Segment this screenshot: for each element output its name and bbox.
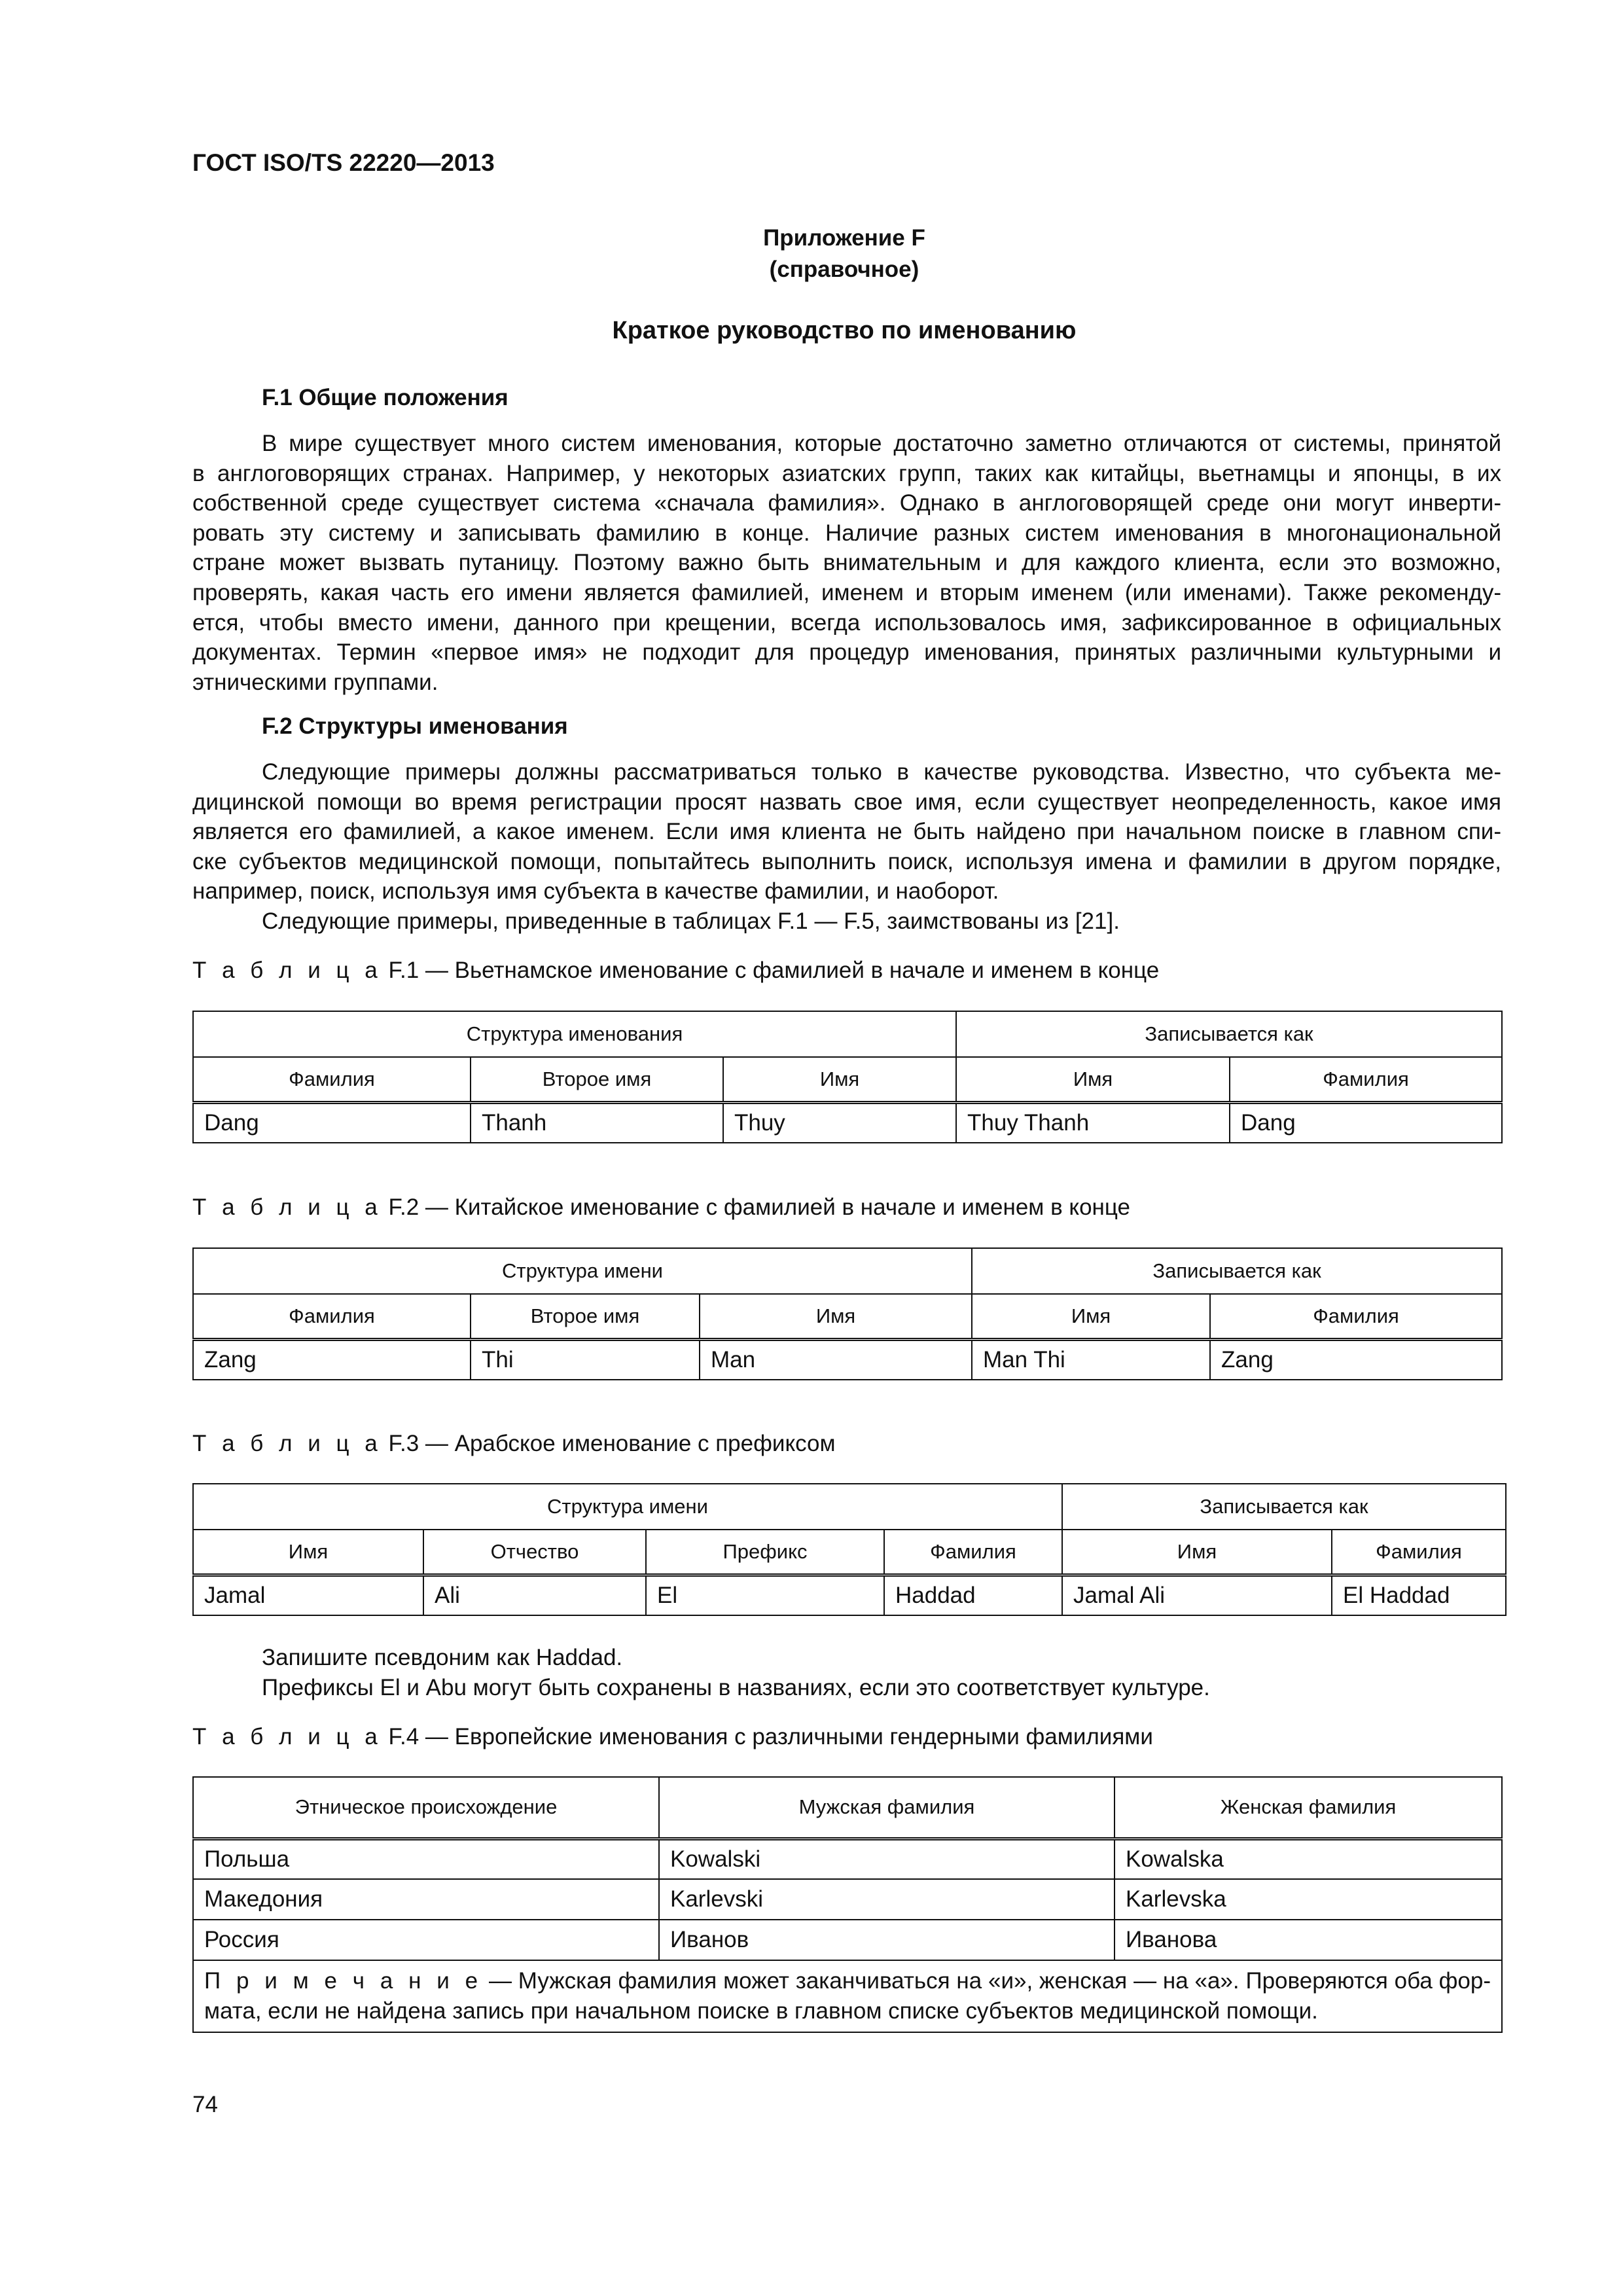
table-cell: Zang (193, 1340, 471, 1380)
note-text (262, 1643, 1210, 1703)
page-number: 74 (192, 2092, 218, 2117)
table-row (193, 1920, 1502, 1960)
table-cell: Thi (471, 1340, 700, 1380)
paragraph-line: Следующие примеры, приведенные в таблицах F.1 — F.5, заимствованы из [21]. (262, 908, 1120, 934)
table-header-cell: Имя (1062, 1530, 1332, 1575)
annex-heading (0, 223, 1623, 285)
table-cell: Man Thi (972, 1340, 1210, 1380)
table-cell: Zang (1210, 1340, 1502, 1380)
table-cell: El (646, 1575, 884, 1616)
table-row (193, 1879, 1502, 1920)
section-heading-f2: F.2 Структуры именования (262, 713, 568, 739)
table-cell: Dang (1230, 1103, 1502, 1143)
caption-text: F.2 — Китайское именование с фамилией в начале и именем в конце (388, 1194, 1131, 1220)
paragraph-line: собственной среде существует система «сначала фамилия». Однако в англоговорящей среде они могут инверти- (192, 490, 1501, 516)
paragraph-line: стране может вызвать путаницу. Поэтому важно быть внимательным и для каждого клиента, если это возможно, (192, 550, 1501, 576)
caption-prefix: Т а б л и ц а (192, 1431, 382, 1456)
table-f1 (192, 1011, 1503, 1143)
table-f3 (192, 1483, 1507, 1616)
note-line: Префиксы El и Abu могут быть сохранены в названиях, если это соответствует культуре. (262, 1675, 1210, 1700)
note-line: мата, если не найдена запись при начальном поиске в главном списке субъектов медицинской помощи. (204, 1998, 1318, 2024)
table-header-cell: Имя (723, 1057, 956, 1103)
table-group-header: Структура имени (193, 1248, 972, 1294)
table-cell: Dang (193, 1103, 471, 1143)
caption-text: F.4 — Европейские именования с различными гендерными фамилиями (388, 1724, 1153, 1749)
table-caption-f4 (192, 1724, 1153, 1750)
table-cell: Man (700, 1340, 972, 1380)
table-row (193, 1340, 1502, 1380)
table-cell: Иванова (1115, 1920, 1502, 1960)
paragraph-line: ровать эту систему и записывать фамилию в конце. Наличие разных систем именования в многонациональной (192, 520, 1501, 546)
paragraph-line: в англоговорящих странах. Например, у некоторых азиатских групп, таких как китайцы, вьетнамцы и японцы, в их (192, 460, 1501, 486)
paragraph-line: является его фамилией, а какое именем. Если имя клиента не быть найдено при начальном поиске в главном спи- (192, 819, 1501, 845)
note-prefix: П р и м е ч а н и е (204, 1967, 483, 1994)
table-cell: El Haddad (1332, 1575, 1506, 1616)
table-caption-f1 (192, 958, 1159, 984)
table-header-cell: Фамилия (884, 1530, 1062, 1575)
caption-prefix: Т а б л и ц а (192, 958, 382, 983)
annex-subtitle: (справочное) (769, 257, 919, 282)
table-cell: Македония (193, 1879, 659, 1920)
table-group-header: Записывается как (972, 1248, 1502, 1294)
main-title: Краткое руководство по именованию (612, 317, 1077, 344)
table-header-cell: Фамилия (1230, 1057, 1502, 1103)
paragraph-line: ске субъектов медицинской помощи, попытайтесь выполнить поиск, используя имена и фамилии в другом порядке, (192, 848, 1501, 874)
paragraph-line: этническими группами. (192, 669, 438, 695)
table-header-cell: Фамилия (193, 1057, 471, 1103)
paragraph-line: дицинской помощи во время регистрации просят назвать свое имя, если существует неопределенность, какое имя (192, 789, 1501, 815)
caption-text: F.1 — Вьетнамское именование с фамилией в начале и именем в конце (388, 958, 1160, 983)
section-heading-f1: F.1 Общие положения (262, 385, 508, 410)
table-cell: Kowalski (659, 1839, 1115, 1879)
note-line: Запишите псевдоним как Haddad. (262, 1645, 623, 1670)
table-note-row (193, 1960, 1502, 2032)
table-header-cell: Имя (700, 1294, 972, 1340)
annex-title: Приложение F (763, 225, 925, 251)
table-cell: Thanh (471, 1103, 723, 1143)
table-cell: Jamal Ali (1062, 1575, 1332, 1616)
table-group-header: Структура имени (193, 1484, 1062, 1530)
caption-prefix: Т а б л и ц а (192, 1724, 382, 1749)
table-row (193, 1575, 1506, 1616)
caption-text: F.3 — Арабское именование с префиксом (388, 1431, 836, 1456)
table-row (193, 1103, 1502, 1143)
table-header-cell: Имя (972, 1294, 1210, 1340)
paragraph-line: документах. Термин «первое имя» не подходит для процедур именования, принятых различными культурными и (192, 639, 1501, 666)
table-header-cell: Фамилия (193, 1294, 471, 1340)
table-cell: Польша (193, 1839, 659, 1879)
table-header-cell: Отчество (423, 1530, 646, 1575)
table-header-cell: Фамилия (1210, 1294, 1502, 1340)
table-header-cell: Префикс (646, 1530, 884, 1575)
paragraph-line: ется, чтобы вместо имени, данного при крещении, всегда использовалось имя, зафиксированное в официальных (192, 609, 1501, 636)
table-header-cell: Имя (956, 1057, 1230, 1103)
table-cell: Ali (423, 1575, 646, 1616)
table-header-cell: Фамилия (1332, 1530, 1506, 1575)
section-f1-paragraph (192, 429, 1501, 697)
table-row (193, 1839, 1502, 1879)
table-caption-f2 (192, 1194, 1130, 1221)
table-cell: Иванов (659, 1920, 1115, 1960)
table-group-header: Записывается как (956, 1011, 1502, 1057)
note-line: — Мужская фамилия может заканчиваться на «и», женская — на «а». Проверяются оба фор- (482, 1967, 1491, 1994)
table-cell: Haddad (884, 1575, 1062, 1616)
table-caption-f3 (192, 1431, 836, 1457)
table-cell: Karlevska (1115, 1879, 1502, 1920)
table-cell: Thuy (723, 1103, 956, 1143)
table-cell: Thuy Thanh (956, 1103, 1230, 1143)
caption-prefix: Т а б л и ц а (192, 1194, 382, 1220)
table-group-header: Структура именования (193, 1011, 956, 1057)
table-cell: Россия (193, 1920, 659, 1960)
paragraph-line: проверять, какая часть его имени является фамилией, именем и вторым именем (или именами). Также рекоменду- (192, 579, 1501, 605)
section-f2-paragraph (192, 757, 1501, 937)
table-cell: Kowalska (1115, 1839, 1502, 1879)
table-f4 (192, 1776, 1503, 2033)
paragraph-line: В мире существует много систем именования, которые достаточно заметно отличаются от системы, принятой (262, 431, 1501, 456)
document-header: ГОСТ ISO/TS 22220—2013 (192, 149, 495, 176)
table-header-cell: Имя (193, 1530, 423, 1575)
paragraph-line: Следующие примеры должны рассматриваться только в качестве руководства. Известно, что субъекта ме- (262, 759, 1501, 785)
table-note (193, 1960, 1502, 2032)
table-header-cell: Этническое происхождение (193, 1777, 659, 1839)
table-header-cell: Женская фамилия (1115, 1777, 1502, 1839)
table-group-header: Записывается как (1062, 1484, 1506, 1530)
table-f2 (192, 1247, 1503, 1380)
table-cell: Jamal (193, 1575, 423, 1616)
paragraph-line: например, поиск, используя имя субъекта в качестве фамилии, и наоборот. (192, 878, 999, 905)
table-cell: Karlevski (659, 1879, 1115, 1920)
table-header-cell: Второе имя (471, 1294, 700, 1340)
table-header-cell: Второе имя (471, 1057, 723, 1103)
table-header-cell: Мужская фамилия (659, 1777, 1115, 1839)
